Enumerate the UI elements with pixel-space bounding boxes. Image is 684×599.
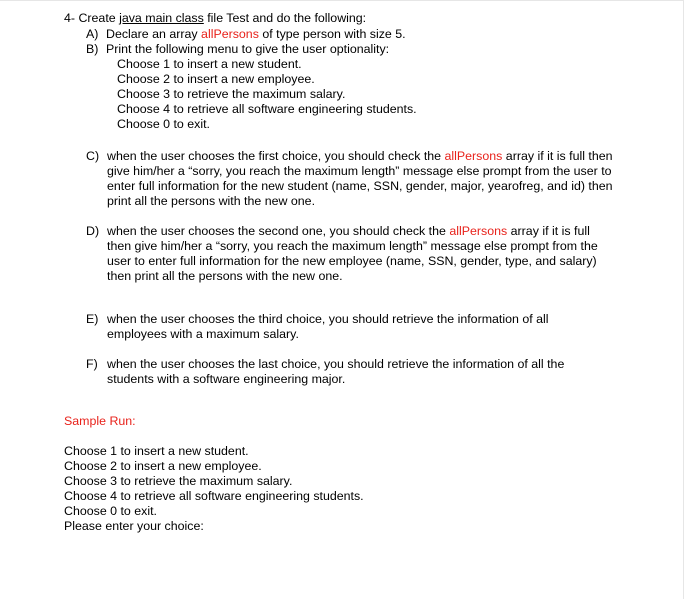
item-b-label: B) [86, 42, 99, 56]
item-a-text-before: Declare an array [106, 27, 202, 41]
item-a-text-after: of type person with size 5. [258, 27, 406, 41]
item-c-highlight: allPersons [444, 149, 503, 163]
item-f [86, 357, 581, 387]
menu-line: Choose 1 to insert a new student. [117, 57, 302, 71]
sample-line: Choose 1 to insert a new student. [64, 444, 249, 458]
heading-suffix: file Test and do the following: [203, 11, 367, 25]
item-d [86, 224, 616, 284]
item-e [86, 312, 566, 342]
task-heading [64, 11, 366, 26]
item-c-label: C) [86, 149, 100, 163]
page-top-edge [0, 0, 684, 1]
item-d-text-after: array if it is full then give him/her a “sorry, you reach the maximum length” message else prompt from the user to enter full information for the new employee (name, SSN, gender, type, and salary) then print all the persons with the new one. [107, 224, 598, 283]
item-c [86, 149, 616, 209]
item-c-text [107, 149, 616, 209]
item-a-highlight: allPersons [201, 27, 259, 41]
heading-prefix: 4- Create [64, 11, 120, 25]
item-a [86, 27, 406, 42]
item-a-label: A) [86, 27, 99, 41]
item-b-text: Print the following menu to give the user optionality: [106, 42, 390, 56]
item-e-label: E) [86, 312, 99, 326]
item-b [86, 42, 389, 57]
item-f-text: when the user chooses the last choice, you should retrieve the information of all the students with a software engineering major. [107, 357, 565, 386]
sample-line: Choose 3 to retrieve the maximum salary. [64, 474, 293, 488]
menu-line: Choose 0 to exit. [117, 117, 210, 131]
heading-underlined-text: java main class [119, 11, 204, 25]
sample-line: Choose 2 to insert a new employee. [64, 459, 262, 473]
sample-run-title: Sample Run: [64, 414, 136, 428]
sample-line: Choose 4 to retrieve all software engineering students. [64, 489, 364, 503]
item-e-text: when the user chooses the third choice, you should retrieve the information of all employees with a maximum salary. [107, 312, 549, 341]
item-d-highlight: allPersons [449, 224, 508, 238]
sample-line-prompt: Please enter your choice: [64, 519, 204, 533]
menu-line: Choose 2 to insert a new employee. [117, 72, 315, 86]
item-c-text-before: when the user chooses the first choice, you should check the [107, 149, 445, 163]
item-d-label: D) [86, 224, 100, 238]
menu-line: Choose 3 to retrieve the maximum salary. [117, 87, 346, 101]
item-d-text [107, 224, 616, 284]
menu-line: Choose 4 to retrieve all software engineering students. [117, 102, 417, 116]
item-f-label: F) [86, 357, 98, 371]
item-c-text-after: array if it is full then give him/her a “sorry, you reach the maximum length” message else prompt from the user to enter full information for the new student (name, SSN, gender, major, yearofreg, and id) then print all the persons with the new one. [107, 149, 613, 208]
sample-line: Choose 0 to exit. [64, 504, 157, 518]
item-d-text-before: when the user chooses the second one, you should check the [107, 224, 450, 238]
